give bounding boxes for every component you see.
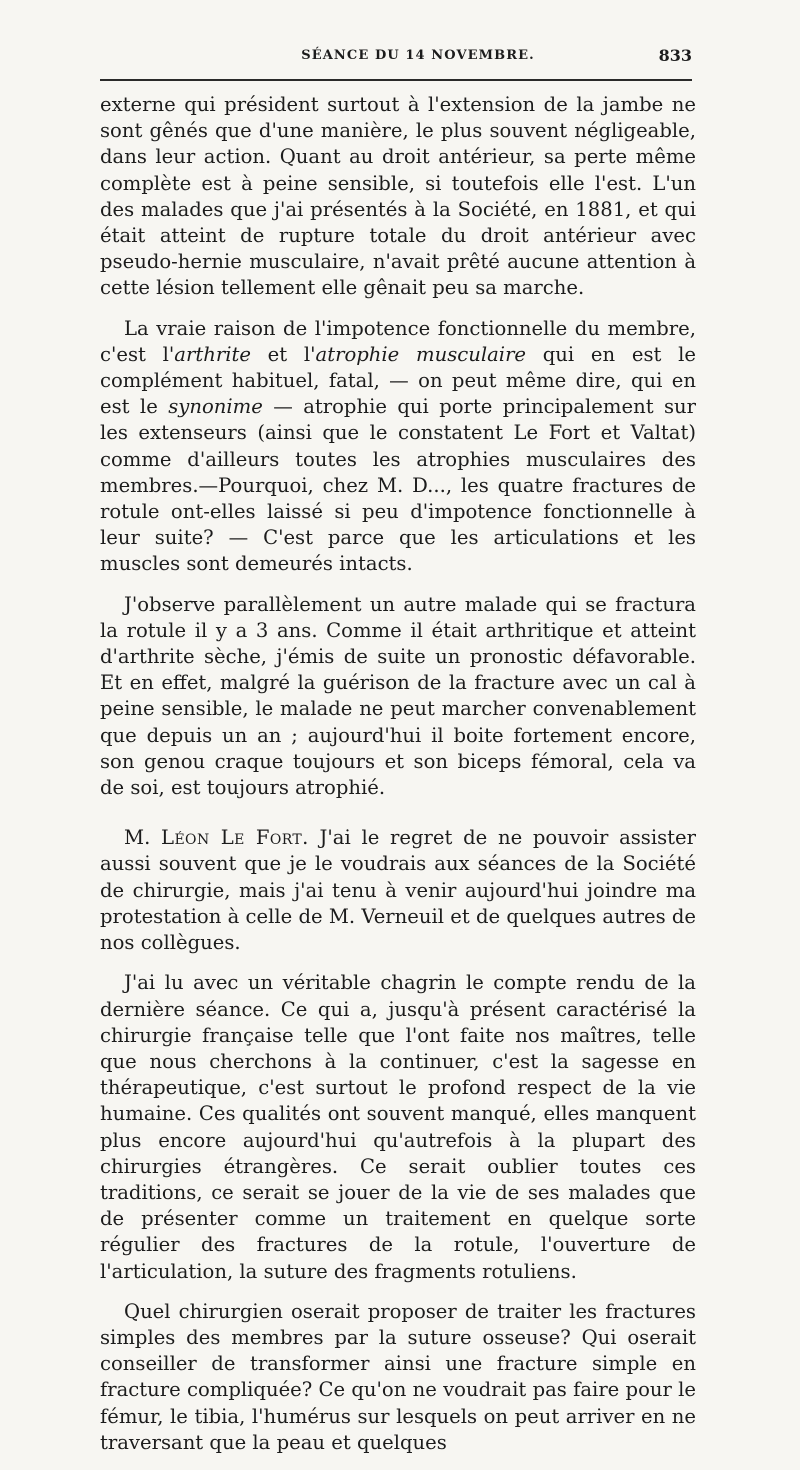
running-title: SÉANCE DU 14 NOVEMBRE. bbox=[301, 48, 535, 63]
paragraph-arthrite bbox=[100, 316, 696, 578]
italic-term-synonime: synonime bbox=[168, 395, 263, 419]
italic-term-arthrite: arthrite bbox=[174, 342, 251, 366]
speaker-name: Léon Le Fort. bbox=[161, 826, 309, 850]
italic-term-atrophie: atrophie musculaire bbox=[315, 342, 527, 366]
paragraph-chagrin: J'ai lu avec un véritable chagrin le compte rendu de la dernière séance. Ce qui a, jusqu'à présent caractérisé la chirurgie française telle que l'ont faite nos maîtres, telle que nous cherchons à la continuer, c'est la sagesse en thérapeutique, c'est surtout le profond respect de la vie humaine. Ces qualités ont souvent manqué, elles manquent plus encore aujourd'hui qu'autrefois à la plupart des chirurgies étrangères. Ce serait oublier toutes ces traditions, ce serait se jouer de la vie de ses malades que de présenter comme un traitement en quelque sorte régulier des fractures de la rotule, l'ouverture de l'articulation, la suture des fragments rotuliens. bbox=[100, 971, 696, 1283]
page-header bbox=[100, 46, 696, 70]
body-text bbox=[100, 92, 696, 1470]
paragraph-question: Quel chirurgien oserait proposer de traiter les fractures simples des membres par la suture osseuse? Qui oserait conseiller de transformer ainsi une fracture simple en fracture compliquée? Ce qu'on ne voudrait pas faire pour le fémur, le tibia, l'humérus sur lesquels on peut arriver en ne traversant que la peau et quelques bbox=[100, 1299, 696, 1454]
paragraph-text: La vraie raison de l'impotence fonctionnelle du membre, c'est l' bbox=[100, 316, 696, 366]
paragraph-text: et l' bbox=[250, 342, 316, 366]
header-rule bbox=[100, 79, 692, 81]
paragraph-text: — atrophie qui porte principalement sur les extenseurs (ainsi que le constatent Le Fort et Valtat) comme d'ailleurs toutes les atrophies musculaires des membres.—Pourquoi, chez M. D..., les quatre fractures de rotule ont-elles laissé si peu d'impotence fonctionnelle à leur suite? — C'est parce que les articulations et les muscles sont demeurés intacts. bbox=[100, 395, 697, 576]
paragraph-text: qui en est le complément habituel, fatal, — on peut même dire, qui en est le bbox=[100, 342, 696, 419]
paragraph-continued: externe qui président surtout à l'extension de la jambe ne sont gênés que d'une manière, le plus souvent négligeable, dans leur action. Quant au droit antérieur, sa perte même complète est à peine sensible, si toutefois elle l'est. L'un des malades que j'ai présentés à la Société, en 1881, et qui était atteint de rupture totale du droit antérieur avec pseudo-hernie musculaire, n'avait prêté aucune attention à cette lésion tellement elle gênait peu sa marche. bbox=[100, 93, 696, 300]
speaker-title: M. bbox=[124, 826, 151, 850]
page-number: 833 bbox=[658, 46, 692, 65]
paragraph-text: J'ai le regret de ne pouvoir assister aussi souvent que je le voudrais aux séances de la Société de chirurgie, mais j'ai tenu à venir aujourd'hui joindre ma protestation à celle de M. Verneuil et de quelques autres de nos collègues. bbox=[100, 826, 697, 955]
paragraph-observation: J'observe parallèlement un autre malade qui se fractura la rotule il y a 3 ans. Comme il était arthritique et atteint d'arthrite sèche, j'émis de suite un pronostic défavorable. Et en effet, malgré la guérison de la fracture avec un cal à peine sensible, le malade ne peut marcher convenablement que depuis un an ; aujourd'hui il boite fortement encore, son genou craque toujours et son biceps fémoral, cela va de soi, est toujours atrophié. bbox=[100, 592, 696, 800]
paragraph-le-fort-intro bbox=[100, 825, 696, 956]
